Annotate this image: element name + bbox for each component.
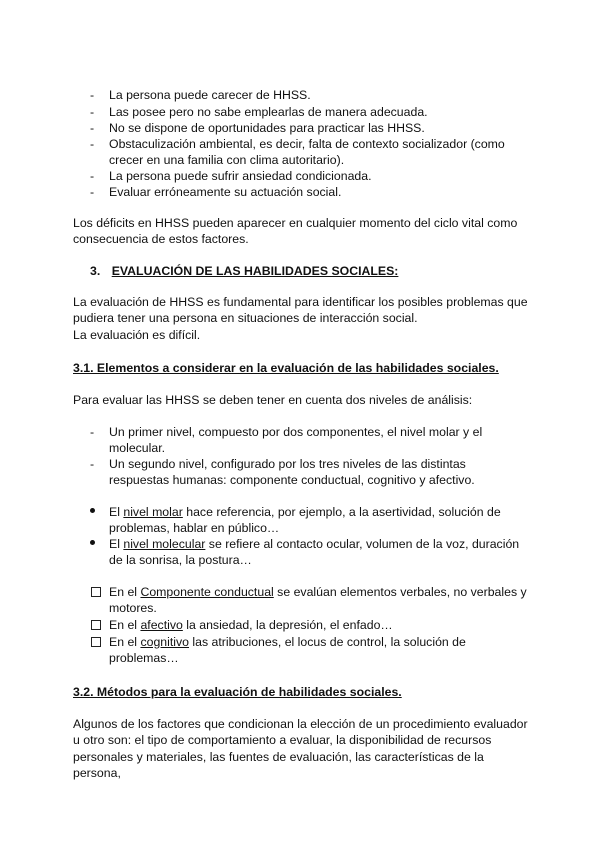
levels-intro: Para evaluar las HHSS se deben tener en cuenta dos niveles de análisis: (73, 393, 473, 407)
list-item-text: Las posee pero no sabe emplearlas de manera adecuada. (109, 105, 428, 119)
section-3-heading (90, 263, 398, 279)
bullet-term: nivel molar (123, 505, 183, 519)
bullet-text (109, 504, 524, 537)
section-3-1-title: 3.1. Elementos a considerar en la evaluación de las habilidades sociales. (73, 361, 499, 375)
checkbox-prefix: En el (109, 585, 141, 599)
checkbox-text (109, 634, 529, 667)
list-dash: - (90, 457, 95, 471)
checkbox-rest: las atribuciones, el locus de control, la solución de problemas… (109, 635, 466, 666)
checkbox-text (109, 617, 529, 633)
checkbox-rest: la ansiedad, la depresión, el enfado… (182, 618, 393, 632)
bullet-text (109, 536, 524, 569)
bullet-rest: se refiere al contacto ocular, volumen de la voz, duración de la sonrisa, la postura… (109, 537, 520, 568)
list-item-text: Obstaculización ambiental, es decir, falta de contexto socializador (como crecer en una familia con clima autoritario). (109, 137, 505, 168)
section-number: 3. (90, 264, 101, 278)
checkbox[interactable] (91, 620, 101, 630)
evaluation-difficult: La evaluación es difícil. (73, 328, 201, 342)
list-dash: - (90, 105, 95, 119)
list-dash: - (90, 169, 95, 183)
list-dash: - (90, 185, 95, 199)
list-item-text: No se dispone de oportunidades para practicar las HHSS. (109, 121, 425, 135)
bullet-prefix: El (109, 537, 124, 551)
checkbox[interactable] (91, 637, 101, 647)
checkbox-term: afectivo (140, 618, 183, 632)
section-3-2-title: 3.2. Métodos para la evaluación de habilidades sociales. (73, 685, 402, 699)
checkbox-rest: se evalúan elementos verbales, no verbales y motores. (109, 585, 527, 616)
checkbox-term: Componente conductual (140, 585, 274, 599)
checkbox-prefix: En el (109, 618, 141, 632)
bullet-prefix: El (109, 505, 124, 519)
evaluation-intro: La evaluación de HHSS es fundamental para identificar los posibles problemas que pudiera tener una persona en situaciones de interacción social. (73, 295, 528, 326)
checkbox-text (109, 584, 529, 617)
checkbox[interactable] (91, 587, 101, 597)
deficits-paragraph: Los déficits en HHSS pueden aparecer en cualquier momento del ciclo vital como consecuencia de estos factores. (73, 216, 518, 247)
list-dash: - (90, 88, 95, 102)
checkbox-term: cognitivo (140, 635, 189, 649)
bullet-dot (89, 536, 97, 544)
bullet-rest: hace referencia, por ejemplo, a la asertividad, solución de problemas, hablar en público… (109, 505, 501, 536)
list-item-text: La persona puede carecer de HHSS. (109, 88, 311, 102)
list-item-text: Evaluar erróneamente su actuación social. (109, 185, 342, 199)
section-title: EVALUACIÓN DE LAS HABILIDADES SOCIALES: (111, 264, 399, 278)
bullet-dot (89, 504, 97, 512)
checkbox-prefix: En el (109, 635, 141, 649)
list-item-text: Un primer nivel, compuesto por dos componentes, el nivel molar y el molecular. (109, 425, 483, 456)
list-item-text: La persona puede sufrir ansiedad condicionada. (109, 169, 372, 183)
list-dash: - (90, 121, 95, 135)
list-item-text: Un segundo nivel, configurado por los tres niveles de las distintas respuestas humanas: componente conductual, cognitivo y afectivo. (109, 457, 475, 488)
list-dash: - (90, 425, 95, 439)
methods-paragraph: Algunos de los factores que condicionan la elección de un procedimiento evaluador u otro son: el tipo de comportamiento a evaluar, la disponibilidad de recursos personales y materiales, las fuentes de evaluación, las características de la persona, (73, 717, 528, 781)
list-dash: - (90, 137, 95, 151)
bullet-term: nivel molecular (123, 537, 206, 551)
